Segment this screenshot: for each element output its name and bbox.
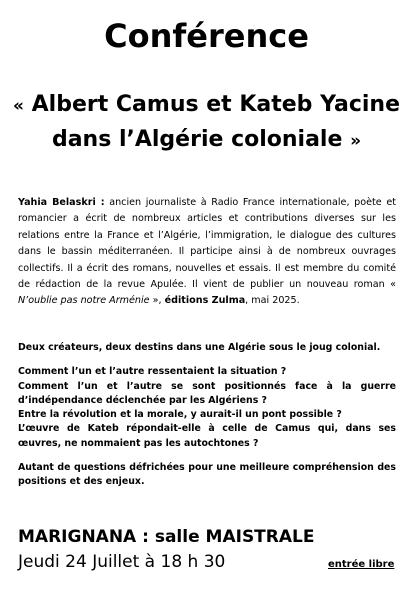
bio-text-2: », [149, 295, 165, 307]
venue: MARIGNANA : salle MAISTRALE [18, 527, 315, 547]
conference-subtitle [12, 88, 401, 158]
speaker-bio [18, 195, 396, 310]
open-quote: « [12, 96, 24, 116]
event-date: Jeudi 24 Juillet à 18 h 30 [18, 552, 226, 572]
bio-text-1: ancien journaliste à Radio France internationale, poète et romancier a écrit de nombreux articles et contributions diverses sur les relations entre la France et l’Algérie, l’immigration, le dialogue des cultures dans le bassin méditerranéen. Il participe ainsi à de nombreux ouvrages collectifs. Il a écrit des romans, nouvelles et essais. Il est membre du comité de rédaction de la revue Apulée. Il vient de publier un nouveau roman « [18, 197, 396, 291]
questions-outro: Autant de questions défrichées pour une meilleure compréhension des positions et des enjeux. [18, 462, 396, 488]
question-4: L’œuvre de Kateb répondait-elle à celle de Camus qui, dans ses œuvres, ne nommaient pas les autochtones ? [18, 423, 396, 449]
question-3: Entre la révolution et la morale, y aurait-il un pont possible ? [18, 409, 342, 421]
question-2: Comment l’un et l’autre se sont positionnés face à la guerre d’indépendance déclenchée par les Algériens ? [18, 380, 396, 406]
book-title: N’oublie pas notre Arménie [18, 295, 150, 307]
question-1: Comment l’un et l’autre ressentaient la situation ? [18, 366, 287, 378]
close-quote: » [350, 131, 362, 151]
bio-text-3: , mai 2025. [245, 295, 300, 307]
publisher: éditions Zulma [164, 295, 246, 307]
questions-intro: Deux créateurs, deux destins dans une Algérie sous le joug colonial. [18, 342, 381, 353]
subtitle-line-2: dans l’Algérie coloniale [51, 127, 343, 152]
questions-block [18, 341, 396, 490]
speaker-name: Yahia Belaskri : [18, 197, 105, 208]
page-title: Conférence [104, 17, 309, 55]
subtitle-line-1: Albert Camus et Kateb Yacine [31, 92, 400, 117]
entry-note: entrée libre [328, 559, 395, 570]
